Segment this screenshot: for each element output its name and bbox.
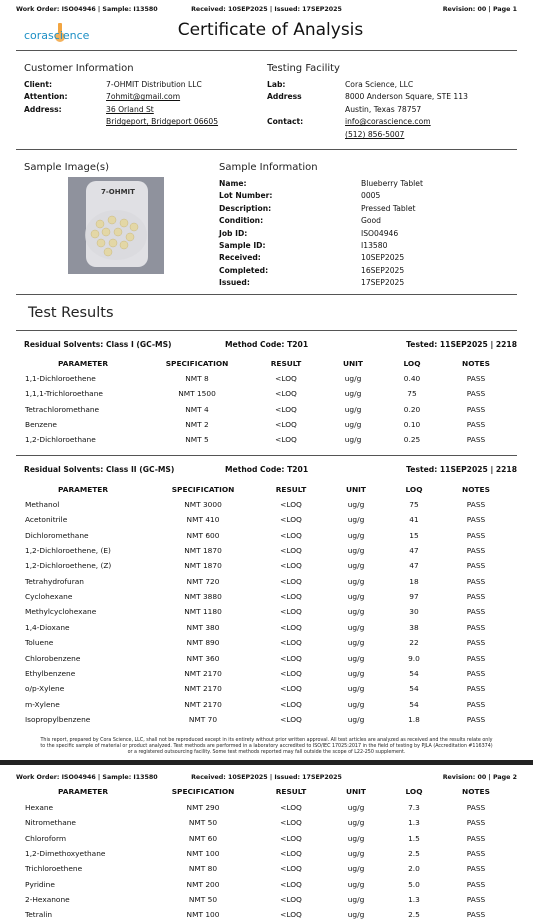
cell-spec: NMT 50 bbox=[188, 818, 218, 828]
sample-info-value: ISO04946 bbox=[361, 228, 399, 238]
cell-unit: ug/g bbox=[347, 576, 365, 586]
table-row bbox=[16, 895, 517, 910]
table-row bbox=[16, 638, 517, 653]
column-header-parameter: PARAMETER bbox=[58, 359, 109, 368]
cell-unit: ug/g bbox=[347, 515, 365, 525]
table-row bbox=[16, 500, 517, 515]
column-header-parameter: PARAMETER bbox=[58, 787, 109, 796]
cell-spec: NMT 1870 bbox=[184, 561, 222, 571]
cell-loq: 47 bbox=[409, 561, 419, 571]
table-row bbox=[16, 531, 517, 546]
work-order-info: Work Order: ISO04946 | Sample: I13580 bbox=[16, 5, 158, 13]
cell-unit: ug/g bbox=[344, 435, 362, 445]
cell-spec: NMT 1870 bbox=[184, 546, 222, 556]
cell-unit: ug/g bbox=[347, 699, 365, 709]
table-row bbox=[16, 420, 517, 435]
cell-res: <LOQ bbox=[280, 684, 302, 694]
table-row bbox=[16, 849, 517, 864]
cell-unit: ug/g bbox=[347, 818, 365, 828]
cell-loq: 30 bbox=[409, 607, 419, 617]
table-row bbox=[16, 910, 517, 924]
cell-loq: 7.3 bbox=[408, 803, 420, 812]
cell-loq: 47 bbox=[409, 546, 419, 556]
cell-res: <LOQ bbox=[275, 374, 297, 383]
column-header-loq: LOQ bbox=[405, 787, 423, 796]
cell-loq: 15 bbox=[409, 530, 419, 540]
attention-label: Attention: bbox=[24, 92, 68, 102]
lab-label: Lab: bbox=[267, 80, 286, 89]
cell-spec: NMT 100 bbox=[186, 849, 220, 859]
cell-res: <LOQ bbox=[280, 699, 302, 709]
divider bbox=[16, 330, 517, 331]
cell-spec: NMT 720 bbox=[186, 576, 220, 586]
cell-notes: PASS bbox=[466, 500, 486, 509]
cell-res: <LOQ bbox=[275, 420, 297, 430]
page-break bbox=[0, 760, 533, 765]
class2-method: Method Code: T201 bbox=[225, 465, 309, 474]
sample-info-value: 0005 bbox=[361, 191, 381, 201]
cell-loq: 0.25 bbox=[403, 435, 421, 445]
cell-loq: 54 bbox=[409, 668, 419, 678]
column-header-notes: NOTES bbox=[462, 787, 490, 796]
cell-loq: 22 bbox=[409, 638, 419, 648]
cell-name: Acetonitrile bbox=[25, 515, 68, 525]
cell-notes: PASS bbox=[466, 576, 486, 586]
cell-name: Tetralin bbox=[25, 910, 53, 920]
cell-notes: PASS bbox=[466, 668, 486, 678]
cell-name: o/p-Xylene bbox=[25, 684, 65, 694]
sample-info-value: Good bbox=[361, 216, 381, 226]
cell-res: <LOQ bbox=[280, 849, 302, 859]
cell-name: m-Xylene bbox=[25, 699, 60, 709]
cell-spec: NMT 3880 bbox=[184, 592, 222, 602]
cell-loq: 2.5 bbox=[408, 910, 420, 920]
cell-res: <LOQ bbox=[280, 515, 302, 525]
date-info: Received: 10SEP2025 | Issued: 17SEP2025 bbox=[191, 773, 342, 781]
cell-spec: NMT 100 bbox=[186, 910, 220, 920]
cell-notes: PASS bbox=[466, 546, 486, 556]
cell-notes: PASS bbox=[466, 404, 486, 414]
cell-res: <LOQ bbox=[275, 435, 297, 445]
cell-name: Tetrachloromethane bbox=[25, 404, 100, 414]
cell-unit: ug/g bbox=[347, 895, 365, 905]
sample-info-value: 10SEP2025 bbox=[361, 253, 405, 263]
cell-unit: ug/g bbox=[347, 638, 365, 648]
cell-res: <LOQ bbox=[280, 818, 302, 828]
cell-res: <LOQ bbox=[280, 879, 302, 889]
customer-email-link[interactable]: 7ohmit@gmail.com bbox=[106, 92, 181, 102]
cell-notes: PASS bbox=[466, 910, 486, 920]
revision-info: Revision: 00 | Page 2 bbox=[442, 773, 517, 781]
sample-info-label: Condition: bbox=[219, 216, 264, 226]
cell-name: Hexane bbox=[25, 803, 54, 812]
cell-unit: ug/g bbox=[347, 864, 365, 874]
cell-notes: PASS bbox=[466, 638, 486, 648]
table-row bbox=[16, 700, 517, 715]
cell-notes: PASS bbox=[466, 622, 486, 632]
cell-res: <LOQ bbox=[280, 622, 302, 632]
cell-spec: NMT 1180 bbox=[184, 607, 222, 617]
column-header-notes: NOTES bbox=[462, 485, 490, 494]
cell-res: <LOQ bbox=[280, 714, 302, 724]
table-row bbox=[16, 561, 517, 576]
sample-info-list bbox=[219, 179, 501, 291]
cell-loq: 1.5 bbox=[408, 833, 420, 843]
cell-spec: NMT 1500 bbox=[178, 389, 216, 399]
cell-unit: ug/g bbox=[347, 849, 365, 859]
cell-res: <LOQ bbox=[275, 404, 297, 414]
cell-name: 1,2-Dimethoxyethane bbox=[25, 849, 106, 859]
package-label: 7-OHMIT bbox=[101, 188, 135, 196]
page2-header-bar bbox=[16, 771, 517, 783]
cell-unit: ug/g bbox=[347, 833, 365, 843]
cell-loq: 54 bbox=[409, 684, 419, 694]
cell-loq: 5.0 bbox=[408, 879, 420, 889]
cell-notes: PASS bbox=[466, 515, 486, 525]
client-label: Client: bbox=[24, 80, 53, 89]
facility-address-line1: 8000 Anderson Square, STE 113 bbox=[345, 92, 468, 102]
table-row bbox=[16, 405, 517, 420]
facility-email-link[interactable]: info@corascience.com bbox=[345, 117, 431, 127]
column-header-unit: UNIT bbox=[346, 485, 366, 494]
disclaimer-line: to the specific sample of material or product analyzed. Test methods are performed in a laboratory accredited to ISO/IEC 17025:2017 in the field of testing by PJLA (Accreditation #116374) bbox=[40, 744, 493, 750]
class1-method: Method Code: T201 bbox=[225, 340, 309, 349]
cell-spec: NMT 360 bbox=[186, 653, 220, 663]
table-row bbox=[16, 515, 517, 530]
cell-res: <LOQ bbox=[280, 500, 302, 509]
sample-info-label: Job ID: bbox=[219, 228, 248, 238]
cell-name: 1,2-Dichloroethene, (Z) bbox=[25, 561, 112, 571]
cell-res: <LOQ bbox=[280, 638, 302, 648]
cell-spec: NMT 70 bbox=[188, 714, 218, 724]
sample-info-value: Pressed Tablet bbox=[361, 203, 416, 213]
customer-info bbox=[24, 80, 276, 130]
logo-text: corascience bbox=[24, 29, 90, 42]
document-title: Certificate of Analysis bbox=[177, 20, 364, 40]
table-row bbox=[16, 577, 517, 592]
cell-spec: NMT 3000 bbox=[184, 500, 222, 509]
cell-name: Tetrahydrofuran bbox=[25, 576, 84, 586]
cell-name: Chlorobenzene bbox=[25, 653, 81, 663]
cell-unit: ug/g bbox=[347, 530, 365, 540]
cell-unit: ug/g bbox=[347, 684, 365, 694]
address-label: Address: bbox=[24, 104, 62, 114]
cell-notes: PASS bbox=[466, 561, 486, 571]
cell-name: 1,1,1-Trichloroethane bbox=[25, 389, 103, 399]
cell-name: Methanol bbox=[25, 500, 60, 509]
address-line2: Bridgeport, Bridgeport 06605 bbox=[106, 117, 219, 127]
sample-info-label: Lot Number: bbox=[219, 191, 273, 201]
cell-notes: PASS bbox=[466, 420, 486, 430]
facility-info bbox=[267, 80, 515, 142]
table-row bbox=[16, 592, 517, 607]
cell-name: 1,1-Dichloroethene bbox=[25, 374, 96, 383]
table-row bbox=[16, 546, 517, 561]
table-row bbox=[16, 389, 517, 404]
table-row bbox=[16, 818, 517, 833]
cell-notes: PASS bbox=[466, 803, 486, 812]
sample-photo bbox=[68, 177, 164, 274]
class1-title: Residual Solvents: Class I (GC-MS) bbox=[24, 340, 172, 349]
facility-heading: Testing Facility bbox=[267, 63, 340, 74]
cell-notes: PASS bbox=[466, 389, 486, 399]
sample-info-heading: Sample Information bbox=[219, 162, 318, 173]
cell-unit: ug/g bbox=[347, 668, 365, 678]
sample-info-value: 16SEP2025 bbox=[361, 265, 405, 275]
column-header-loq: LOQ bbox=[403, 359, 421, 368]
cell-name: 1,2-Dichloroethene, (E) bbox=[25, 546, 111, 556]
lab-value: Cora Science, LLC bbox=[345, 80, 414, 89]
cell-name: Benzene bbox=[25, 420, 57, 430]
table-row bbox=[16, 435, 517, 450]
cell-notes: PASS bbox=[466, 818, 486, 828]
cell-spec: NMT 290 bbox=[186, 803, 220, 812]
cell-spec: NMT 410 bbox=[186, 515, 220, 525]
cell-res: <LOQ bbox=[280, 561, 302, 571]
cell-unit: ug/g bbox=[344, 389, 362, 399]
cell-unit: ug/g bbox=[344, 404, 362, 414]
cell-loq: 38 bbox=[409, 622, 419, 632]
cell-spec: NMT 2 bbox=[185, 420, 209, 430]
sample-info-label: Issued: bbox=[219, 278, 250, 288]
column-header-result: RESULT bbox=[270, 359, 302, 368]
cell-unit: ug/g bbox=[347, 803, 365, 812]
cell-name: Trichloroethene bbox=[25, 864, 83, 874]
sample-info-value: Blueberry Tablet bbox=[361, 179, 423, 188]
cell-res: <LOQ bbox=[280, 592, 302, 602]
cell-res: <LOQ bbox=[275, 389, 297, 399]
cell-res: <LOQ bbox=[280, 530, 302, 540]
cell-loq: 1.3 bbox=[408, 895, 420, 905]
cell-loq: 2.0 bbox=[408, 864, 420, 874]
divider bbox=[16, 149, 517, 150]
cell-spec: NMT 380 bbox=[186, 622, 220, 632]
cell-res: <LOQ bbox=[280, 576, 302, 586]
column-header-specification: SPECIFICATION bbox=[165, 359, 229, 368]
cell-notes: PASS bbox=[466, 879, 486, 889]
sample-info-label: Name: bbox=[219, 179, 247, 188]
cell-name: 1,2-Dichloroethane bbox=[25, 435, 96, 445]
cell-notes: PASS bbox=[466, 653, 486, 663]
cell-name: Nitromethane bbox=[25, 818, 76, 828]
cell-res: <LOQ bbox=[280, 864, 302, 874]
cell-notes: PASS bbox=[466, 699, 486, 709]
column-header-notes: NOTES bbox=[462, 359, 490, 368]
table-row bbox=[16, 715, 517, 730]
cell-spec: NMT 2170 bbox=[184, 684, 222, 694]
column-header-unit: UNIT bbox=[346, 787, 366, 796]
cell-loq: 54 bbox=[409, 699, 419, 709]
sample-info-label: Sample ID: bbox=[219, 240, 266, 250]
sample-info-value: I13580 bbox=[361, 240, 388, 250]
cell-name: Isopropylbenzene bbox=[25, 714, 91, 724]
cell-notes: PASS bbox=[466, 684, 486, 694]
cell-notes: PASS bbox=[466, 849, 486, 859]
cell-notes: PASS bbox=[466, 530, 486, 540]
cell-loq: 97 bbox=[409, 592, 419, 602]
cell-notes: PASS bbox=[466, 895, 486, 905]
test-results-title: Test Results bbox=[28, 305, 114, 321]
cell-unit: ug/g bbox=[347, 500, 365, 509]
sample-info-label: Received: bbox=[219, 253, 261, 263]
cell-loq: 75 bbox=[407, 389, 417, 399]
client-value: 7-OHMIT Distribution LLC bbox=[106, 80, 202, 89]
cell-spec: NMT 8 bbox=[185, 374, 209, 383]
disclaimer-line: This report, prepared by Cora Science, LLC, shall not be reproduced except in its entirety without prior written approval. All test articles are analyzed as received and the results relate only bbox=[40, 738, 493, 743]
cell-res: <LOQ bbox=[280, 607, 302, 617]
cell-loq: 1.8 bbox=[408, 714, 420, 724]
document-header bbox=[24, 16, 517, 50]
cell-res: <LOQ bbox=[280, 668, 302, 678]
cell-res: <LOQ bbox=[280, 895, 302, 905]
column-header-parameter: PARAMETER bbox=[58, 485, 109, 494]
cell-loq: 41 bbox=[409, 515, 419, 525]
cell-res: <LOQ bbox=[280, 653, 302, 663]
work-order-info: Work Order: ISO04946 | Sample: I13580 bbox=[16, 773, 158, 781]
cell-notes: PASS bbox=[466, 607, 486, 617]
cell-notes: PASS bbox=[466, 864, 486, 874]
cell-loq: 9.0 bbox=[408, 653, 420, 663]
cell-spec: NMT 200 bbox=[186, 879, 220, 889]
contact-label: Contact: bbox=[267, 117, 304, 127]
cell-unit: ug/g bbox=[347, 607, 365, 617]
class2-tested: Tested: 11SEP2025 | 2218 bbox=[406, 465, 517, 474]
table-row bbox=[16, 684, 517, 699]
column-header-loq: LOQ bbox=[405, 485, 423, 494]
cell-res: <LOQ bbox=[280, 803, 302, 812]
cell-name: Cyclohexane bbox=[25, 592, 73, 602]
customer-heading: Customer Information bbox=[24, 63, 134, 74]
class1-tested: Tested: 11SEP2025 | 2218 bbox=[406, 340, 517, 349]
cell-spec: NMT 2170 bbox=[184, 699, 222, 709]
cell-unit: ug/g bbox=[347, 910, 365, 920]
class2-title: Residual Solvents: Class II (GC-MS) bbox=[24, 465, 175, 474]
table-row bbox=[16, 623, 517, 638]
divider bbox=[16, 455, 517, 456]
sample-image-heading: Sample Image(s) bbox=[24, 162, 110, 173]
cell-loq: 18 bbox=[409, 576, 419, 586]
cell-loq: 0.10 bbox=[403, 420, 421, 430]
cell-notes: PASS bbox=[466, 833, 486, 843]
column-header-specification: SPECIFICATION bbox=[171, 485, 235, 494]
facility-phone-link[interactable]: (512) 856-5007 bbox=[345, 129, 405, 139]
column-header-specification: SPECIFICATION bbox=[171, 787, 235, 796]
sample-info-value: 17SEP2025 bbox=[361, 278, 405, 288]
table-row bbox=[16, 880, 517, 895]
cell-spec: NMT 4 bbox=[185, 404, 209, 414]
cell-notes: PASS bbox=[466, 435, 486, 445]
cell-name: Dichloromethane bbox=[25, 530, 89, 540]
sample-info-label: Completed: bbox=[219, 265, 269, 275]
cell-unit: ug/g bbox=[347, 592, 365, 602]
cell-loq: 2.5 bbox=[408, 849, 420, 859]
column-header-result: RESULT bbox=[275, 485, 307, 494]
address-line1: 36 Orland St bbox=[106, 104, 154, 114]
table-row bbox=[16, 654, 517, 669]
cell-unit: ug/g bbox=[347, 714, 365, 724]
cell-loq: 0.20 bbox=[403, 404, 421, 414]
table-row bbox=[16, 864, 517, 879]
tablet-package-image bbox=[68, 177, 164, 274]
cell-name: Pyridine bbox=[25, 879, 55, 889]
cell-loq: 1.3 bbox=[408, 818, 420, 828]
cell-notes: PASS bbox=[466, 714, 486, 724]
cell-name: Chloroform bbox=[25, 833, 67, 843]
disclaimer-line: or a registered outsourcing facility. Some test methods reported may fall outside the scope of L22-250 supplement. bbox=[127, 750, 406, 756]
cell-res: <LOQ bbox=[280, 546, 302, 556]
table-row bbox=[16, 607, 517, 622]
cell-name: Toluene bbox=[25, 638, 54, 648]
cell-loq: 75 bbox=[409, 500, 419, 509]
date-info: Received: 10SEP2025 | Issued: 17SEP2025 bbox=[191, 5, 342, 13]
revision-info: Revision: 00 | Page 1 bbox=[442, 5, 517, 13]
cell-name: Methylcyclohexane bbox=[25, 607, 97, 617]
cell-name: 2-Hexanone bbox=[25, 895, 70, 905]
sample-info-label: Description: bbox=[219, 203, 272, 213]
cell-spec: NMT 600 bbox=[186, 530, 220, 540]
cell-spec: NMT 80 bbox=[188, 864, 218, 874]
table-row bbox=[16, 374, 517, 389]
cell-unit: ug/g bbox=[347, 546, 365, 556]
cell-res: <LOQ bbox=[280, 833, 302, 843]
cell-unit: ug/g bbox=[344, 374, 362, 383]
cell-notes: PASS bbox=[466, 374, 486, 383]
cell-res: <LOQ bbox=[280, 910, 302, 920]
divider bbox=[16, 50, 517, 51]
cell-unit: ug/g bbox=[347, 561, 365, 571]
column-header-result: RESULT bbox=[275, 787, 307, 796]
disclaimer bbox=[16, 738, 517, 757]
facility-address-line2: Austin, Texas 78757 bbox=[345, 104, 422, 114]
divider bbox=[16, 294, 517, 295]
column-header-unit: UNIT bbox=[343, 359, 363, 368]
cell-notes: PASS bbox=[466, 592, 486, 602]
page1-header-bar bbox=[16, 3, 517, 15]
cell-spec: NMT 5 bbox=[185, 435, 209, 445]
cell-spec: NMT 50 bbox=[188, 895, 218, 905]
cell-unit: ug/g bbox=[347, 622, 365, 632]
cell-loq: 0.40 bbox=[403, 374, 421, 383]
cell-unit: ug/g bbox=[347, 879, 365, 889]
facility-address-label: Address bbox=[267, 92, 302, 102]
cell-spec: NMT 2170 bbox=[184, 668, 222, 678]
cell-name: 1,4-Dioxane bbox=[25, 622, 70, 632]
table-row bbox=[16, 669, 517, 684]
cell-spec: NMT 60 bbox=[188, 833, 218, 843]
cell-spec: NMT 890 bbox=[186, 638, 220, 648]
table-row bbox=[16, 803, 517, 818]
cell-unit: ug/g bbox=[347, 653, 365, 663]
table-row bbox=[16, 834, 517, 849]
cell-unit: ug/g bbox=[344, 420, 362, 430]
cell-name: Ethylbenzene bbox=[25, 668, 76, 678]
